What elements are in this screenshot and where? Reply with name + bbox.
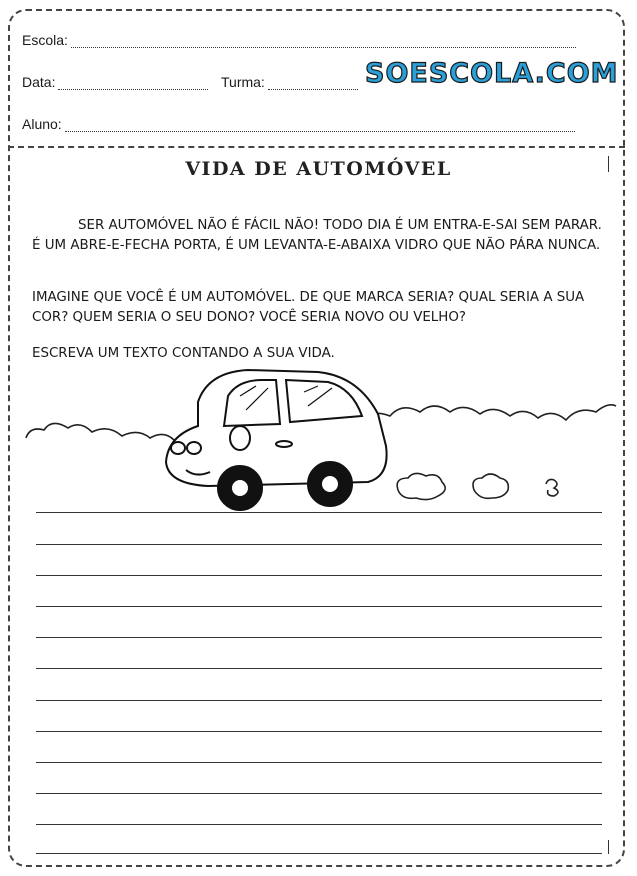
writing-line[interactable] [36, 731, 602, 732]
cartoon-car-icon [166, 370, 387, 510]
data-input-line[interactable] [58, 77, 208, 90]
aluno-label: Aluno: [22, 116, 62, 132]
header-separator [8, 146, 625, 148]
writing-line[interactable] [36, 637, 602, 638]
writing-line[interactable] [36, 700, 602, 701]
instruction-paragraph: ESCREVA UM TEXTO CONTANDO A SUA VIDA. [32, 346, 335, 361]
activity-title: VIDA DE AUTOMÓVEL [185, 158, 452, 180]
writing-line[interactable] [36, 824, 602, 825]
writing-line[interactable] [36, 606, 602, 607]
turma-label: Turma: [221, 74, 265, 90]
intro-paragraph: SER AUTOMÓVEL NÃO É FÁCIL NÃO! TODO DIA É UM ENTRA-E-SAI SEM PARAR. É UM ABRE-E-FECHA PORTA, É UM LEVANTA-E-ABAIXA VIDRO QUE NÃO PÁRA NUNCA. [32, 218, 602, 253]
aluno-input-line[interactable] [65, 119, 575, 132]
car-illustration [18, 366, 618, 516]
margin-tick [608, 840, 609, 854]
data-label: Data: [22, 74, 56, 90]
header-section [0, 0, 637, 136]
data-field [22, 74, 208, 90]
exhaust-smoke-icon [397, 473, 558, 499]
writing-line[interactable] [36, 853, 602, 854]
writing-line[interactable] [36, 544, 602, 545]
writing-line[interactable] [36, 793, 602, 794]
writing-line[interactable] [36, 575, 602, 576]
escola-field [22, 32, 576, 48]
escola-input-line[interactable] [71, 35, 576, 48]
turma-input-line[interactable] [268, 77, 358, 90]
questions-paragraph: IMAGINE QUE VOCÊ É UM AUTOMÓVEL. DE QUE MARCA SERIA? QUAL SERIA A SUA COR? QUEM SERIA O SEU DONO? VOCÊ SERIA NOVO OU VELHO? [32, 290, 585, 325]
turma-field [221, 74, 358, 90]
soescola-logo: SOESCOLA.COM [365, 58, 619, 89]
writing-line[interactable] [36, 668, 602, 669]
aluno-field [22, 116, 575, 132]
escola-label: Escola: [22, 32, 68, 48]
writing-line[interactable] [36, 512, 602, 513]
writing-line[interactable] [36, 762, 602, 763]
